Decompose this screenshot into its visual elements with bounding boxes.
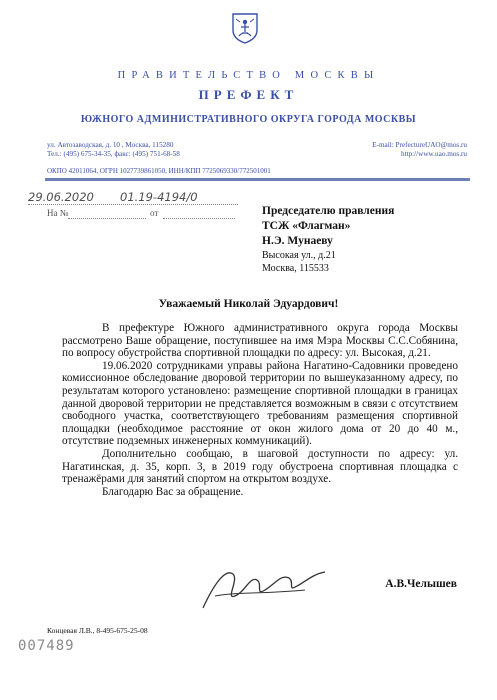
salutation: Уважаемый Николай Эдуардович! [158,298,339,310]
na-underline [68,218,146,219]
recipient-name: Н.Э. Мунаеву [262,235,333,247]
handwritten-signature-icon [195,556,335,616]
recipient-street: Высокая ул., д.21 [262,250,336,261]
phone-line: Тел.: (495) 675-34-35, факс: (495) 751-68-58 [47,149,180,158]
outgoing-number: 01.19-4194/0 [120,190,198,204]
body-paragraph: Благодарю Вас за обращение. [102,485,244,498]
na-label: На № [47,208,69,218]
recipient-organization: ТСЖ «Флагман» [262,220,351,232]
ot-underline [163,218,235,219]
okrug-title: ЮЖНОГО АДМИНИСТРАТИВНОГО ОКРУГА ГОРОДА МОСКВЫ [80,114,417,125]
address-line: ул. Автозаводская, д. 10 , Москва, 115280 [47,141,174,149]
registration-stamp: 007489 [18,638,75,654]
government-title: ПРАВИТЕЛЬСТВО МОСКВЫ [117,70,380,81]
reference-underline [28,204,238,205]
signer-name: А.В.Челышев [385,578,457,590]
email-line: E-mail: PrefectureUAO@mos.ru [372,141,467,149]
website-line: http://www.uao.mos.ru [400,149,467,158]
recipient-position: Председателю правления [262,205,395,217]
moscow-coat-of-arms-icon [230,12,260,44]
body-paragraph: В префектуре Южного административного округа города Москвы рассмотрено Ваше обращение, поступившее на имя Мэра Москвы С.С.Собянина, по вопросу обустройства спортивной площадки по адресу: ул. Высокая, д.21. [62,322,458,360]
letter-body [62,322,458,498]
address-block [47,141,180,158]
letterhead-divider [45,178,470,181]
ot-label: от [150,208,159,218]
registry-line: ОКПО 42011064, ОГРН 1027739861050, ИНН/КПП 7725069330/772501001 [47,167,271,175]
body-paragraph: 19.06.2020 сотрудниками управы района Нагатино-Садовники проведено комиссионное обследование дворовой территории по вышеуказанному адресу, по результатам которого установлено: размещение спортивной площадки в границах данной дворовой территории не представляется возможным в связи с отсутствием свободного участка, соответствующего требованиям размещения спортивной площадки (необходимое расстояние от окон жилого дома от 20 до 40 м., отсутствие подземных инженерных коммуникаций). [62,359,458,448]
recipient-city: Москва, 115533 [262,263,329,274]
recipient-block [262,204,394,275]
executor-line: Концевая Л.В., 8-495-675-25-08 [47,626,148,635]
contact-block [372,141,467,158]
outgoing-date: 29.06.2020 [28,190,94,204]
prefect-title: ПРЕФЕКТ [198,87,299,102]
body-paragraph: Дополнительно сообщаю, в шаговой доступности по адресу: ул. Нагатинская, д. 35, корп. 3, в 2019 году обустроена спортивная площадка с тренажёрами для занятий спортом на открытом воздухе. [62,447,458,486]
